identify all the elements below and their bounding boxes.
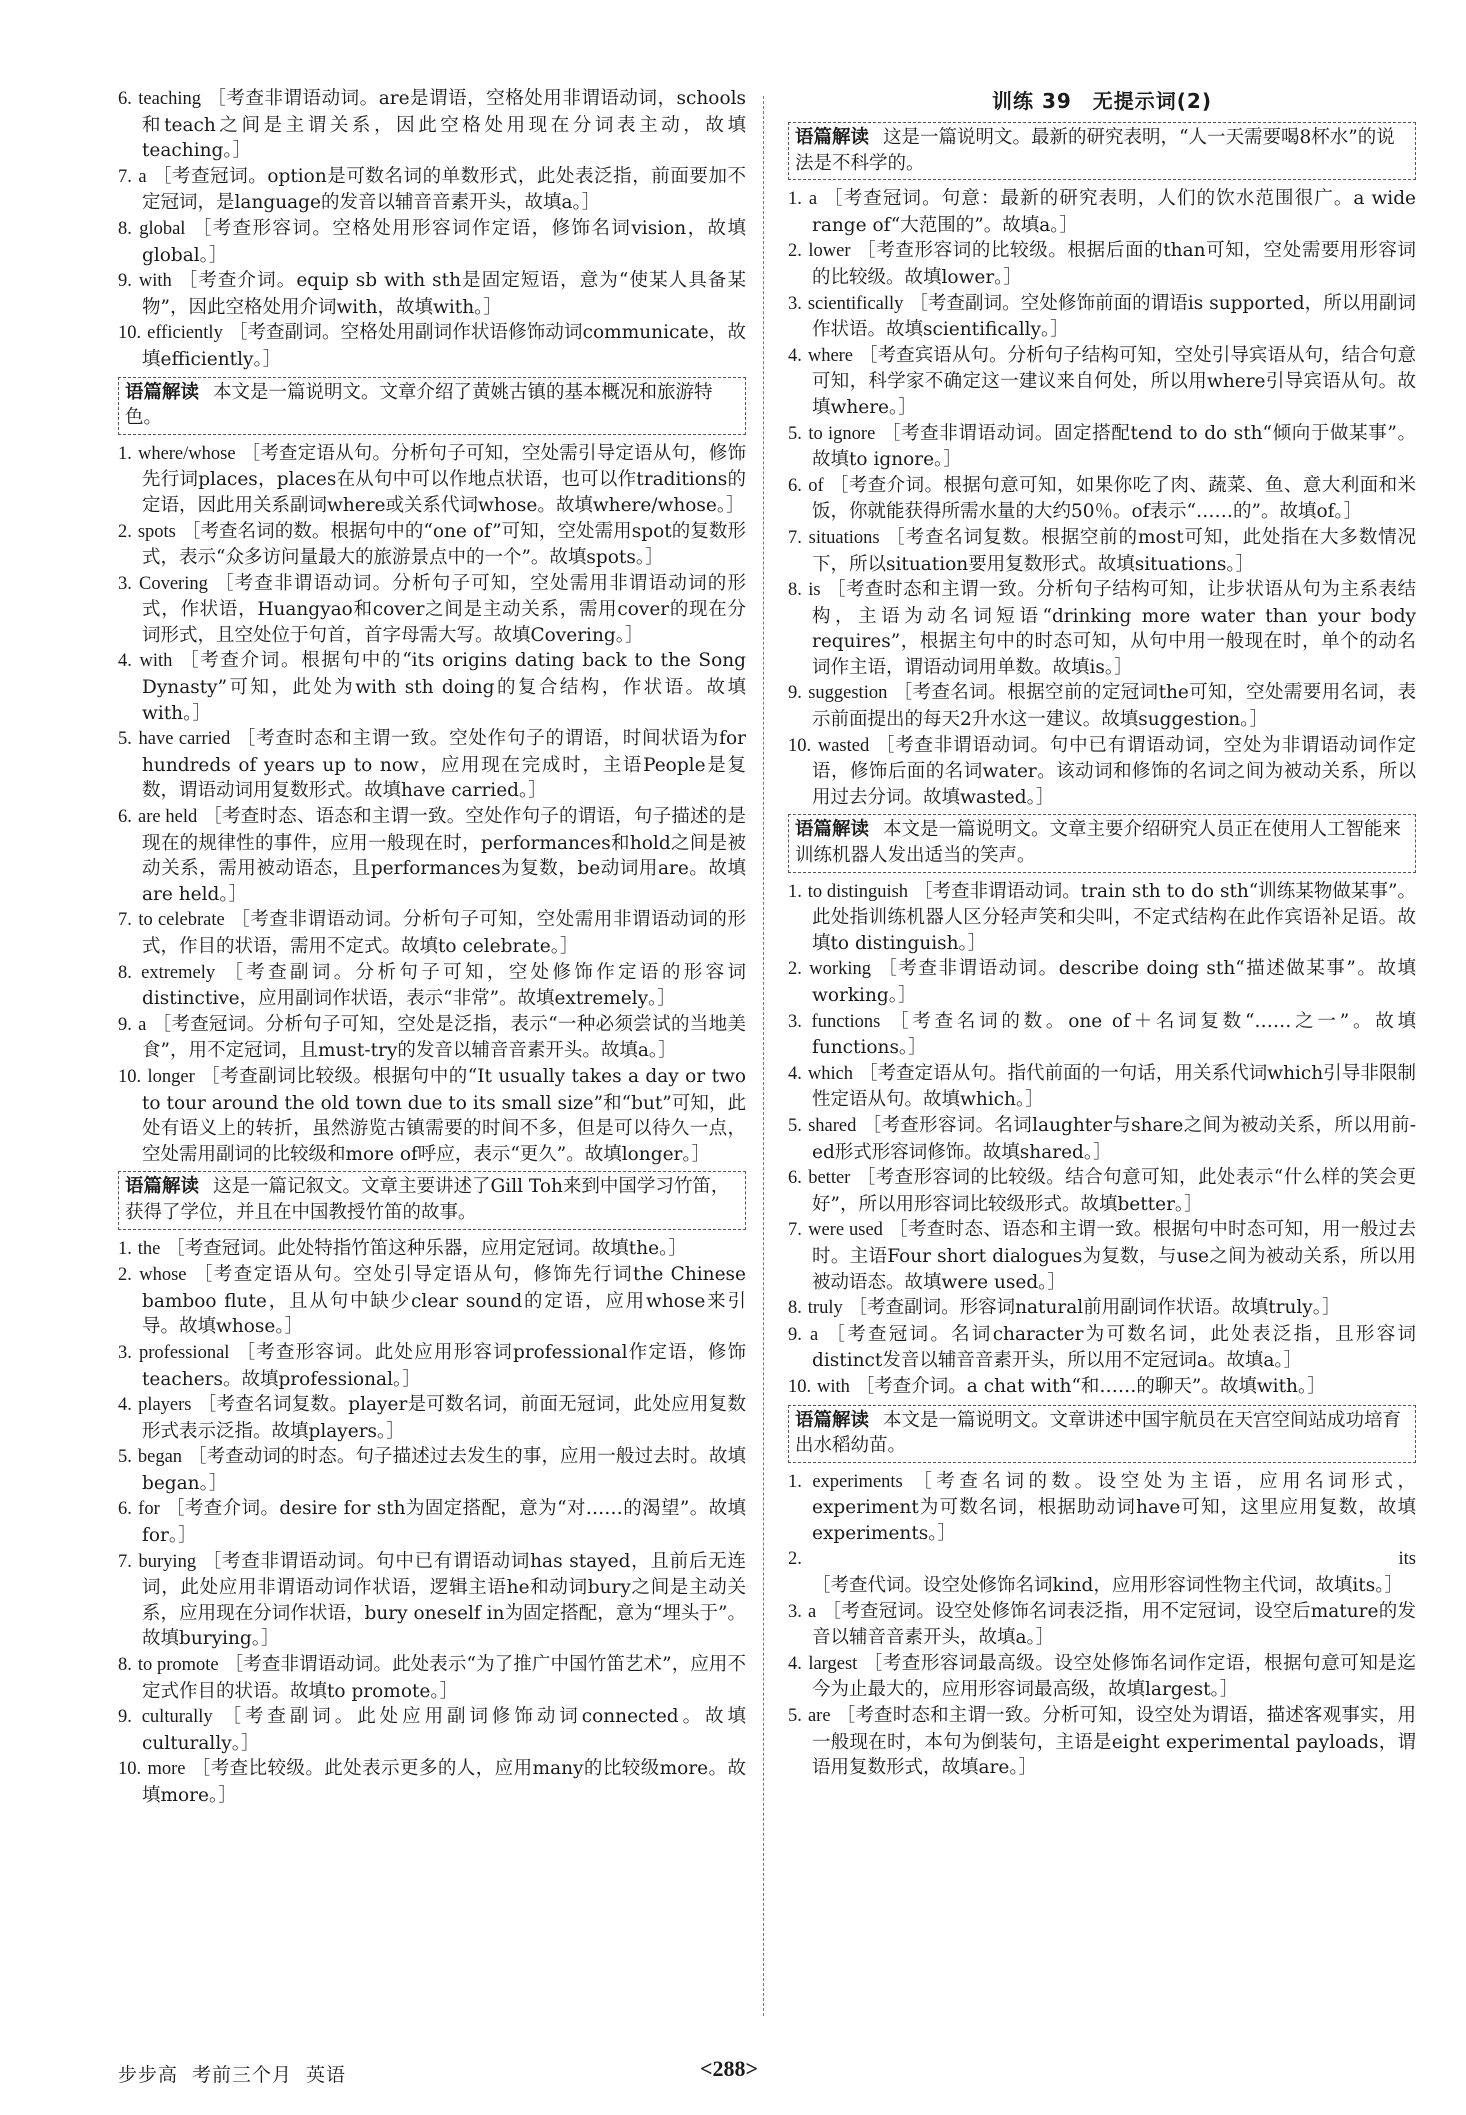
item-explanation: ［考查代词。设空处修饰名词kind，应用形容词性物主代词，故填its。］ bbox=[812, 1575, 1403, 1597]
item-answer: largest bbox=[808, 1653, 858, 1674]
answer-item bbox=[118, 320, 746, 372]
answer-item bbox=[118, 164, 746, 216]
box-text: 本文是一篇说明文。文章讲述中国宇航员在天宫空间站成功培育出水稻幼苗。 bbox=[795, 1409, 1402, 1457]
item-explanation: ［考查副词。分析句子可知，空处修饰作定语的形容词distinctive，应用副词作状语，表示“非常”。故填extremely。］ bbox=[142, 961, 746, 1010]
item-answer: culturally bbox=[141, 1707, 213, 1728]
item-explanation: ［考查副词。形容词natural前用副词作状语。故填truly。］ bbox=[848, 1297, 1341, 1319]
item-number: 2. bbox=[788, 959, 802, 980]
answer-item bbox=[788, 525, 1416, 577]
book-subtitle: 考前三个月 bbox=[192, 2064, 293, 2086]
item-explanation: ［考查介词。根据句中的“its origins dating back to the Song Dynasty”可知，此处为with sth doing的复合结构，作状语。故填with。］ bbox=[142, 650, 746, 724]
answer-item bbox=[118, 1012, 746, 1064]
item-answer: truly bbox=[807, 1298, 843, 1319]
answer-item bbox=[788, 577, 1416, 680]
item-answer: functions bbox=[811, 1011, 881, 1032]
item-explanation: ［考查介词。a chat with“和……的聊天”。故填with。］ bbox=[855, 1375, 1326, 1397]
item-number: 1. bbox=[788, 189, 802, 210]
passage-summary-box bbox=[788, 814, 1416, 872]
passage-summary-box bbox=[118, 1171, 746, 1229]
answer-item bbox=[788, 1469, 1416, 1547]
item-number: 2. bbox=[788, 1549, 802, 1570]
item-number: 9. bbox=[118, 271, 132, 292]
item-answer: for bbox=[138, 1499, 160, 1520]
answer-item bbox=[118, 268, 746, 320]
item-answer: to ignore bbox=[808, 423, 876, 444]
item-number: 4. bbox=[788, 1063, 802, 1084]
item-explanation: ［考查名词的数。设空处为主语，应用名词形式，experiment为可数名词，根据助动词have可知，这里应用复数，故填experiments。］ bbox=[812, 1470, 1416, 1544]
item-answer: Covering bbox=[138, 573, 208, 594]
answer-item bbox=[788, 1217, 1416, 1295]
item-explanation: ［考查冠词。此处特指竹笛这种乐器，应用定冠词。故填the。］ bbox=[166, 1237, 687, 1259]
item-number: 6. bbox=[118, 807, 132, 828]
item-explanation: ［考查形容词。名词laughter与share之间为被动关系，所以用前-ed形式形容词修饰。故填shared。］ bbox=[812, 1114, 1416, 1163]
item-number: 5. bbox=[788, 1115, 802, 1136]
item-number: 7. bbox=[788, 1220, 802, 1241]
passage-summary-box bbox=[788, 1405, 1416, 1463]
item-explanation: ［考查非谓语动词。train sth to do sth“训练某物做某事”。此处指训练机器人区分轻声笑和尖叫，不定式结构在此作宾语补足语。故填to distinguish。］ bbox=[812, 880, 1416, 954]
item-number: 1. bbox=[788, 881, 802, 902]
answer-item bbox=[118, 907, 746, 959]
item-explanation: ［考查非谓语动词。describe doing sth“描述做某事”。故填working。］ bbox=[812, 958, 1416, 1006]
item-number: 3. bbox=[788, 1011, 802, 1032]
answer-item bbox=[118, 804, 746, 907]
answer-item bbox=[118, 1392, 746, 1444]
answer-item bbox=[788, 1165, 1416, 1217]
answer-item bbox=[788, 733, 1416, 811]
item-answer: players bbox=[138, 1395, 192, 1416]
item-explanation: ［考查时态、语态和主谓一致。空处作句子的谓语，句子描述的是现在的规律性的事件，应用一般现在时，performances和hold之间是被动关系，需用被动语态，且performances为复数，be动词用are。故填are held。］ bbox=[142, 806, 746, 905]
answer-item bbox=[788, 291, 1416, 343]
answer-item bbox=[118, 1064, 746, 1167]
right-answers-part-3 bbox=[788, 1469, 1416, 1781]
item-number: 10. bbox=[118, 1759, 142, 1780]
page-number: <288> bbox=[700, 2056, 759, 2081]
subject: 英语 bbox=[306, 2064, 347, 2086]
answer-item bbox=[118, 571, 746, 649]
item-explanation: ［考查名词。根据空前的定冠词the可知，空处需要用名词，表示前面提出的每天2升水这一建议。故填suggestion。］ bbox=[812, 682, 1416, 731]
item-number: 7. bbox=[788, 527, 802, 548]
answer-item bbox=[118, 726, 746, 804]
item-explanation: ［考查形容词。此处应用形容词professional作定语，修饰teachers。故填professional。］ bbox=[142, 1341, 746, 1390]
item-explanation: ［考查冠词。设空处修饰名词表泛指，用不定冠词，设空后mature的发音以辅音音素开头，故填a。］ bbox=[812, 1600, 1416, 1649]
item-answer: lower bbox=[808, 241, 851, 262]
answer-item bbox=[118, 960, 746, 1012]
item-explanation: ［考查定语从句。空处引导定语从句，修饰先行词the Chinese bamboo flute，且从句中缺少clear sound的定语，应用whose来引导。故填whose。］ bbox=[142, 1264, 746, 1338]
item-answer: situations bbox=[808, 527, 880, 548]
item-answer: with bbox=[139, 651, 173, 672]
item-number: 6. bbox=[788, 475, 802, 496]
item-answer: to promote bbox=[137, 1655, 219, 1676]
item-number: 9. bbox=[788, 683, 802, 704]
box-label: 语篇解读 bbox=[795, 127, 870, 148]
item-explanation: ［考查非谓语动词。此处表示“为了推广中国竹笛艺术”，应用不定式作目的状语。故填to promote。］ bbox=[142, 1654, 747, 1702]
answer-item bbox=[788, 1374, 1416, 1401]
answer-item bbox=[788, 1651, 1416, 1703]
item-number: 10. bbox=[788, 1376, 812, 1397]
item-number: 1. bbox=[788, 1471, 802, 1492]
item-explanation: ［考查宾语从句。分析句子结构可知，空处引导宾语从句，结合句意可知，科学家不确定这一建议来自何处，所以用where引导宾语从句。故填where。］ bbox=[812, 344, 1416, 418]
book-name: 步步高 bbox=[118, 2064, 179, 2086]
item-number: 6. bbox=[788, 1168, 802, 1189]
box-label: 语篇解读 bbox=[795, 1409, 870, 1431]
footer-book-info bbox=[118, 2060, 360, 2087]
answer-item bbox=[118, 1756, 746, 1808]
item-explanation: ［考查定语从句。指代前面的一句话，用关系代词which引导非限制性定语从句。故填which。］ bbox=[812, 1062, 1417, 1111]
item-number: 4. bbox=[788, 345, 802, 366]
item-answer: experiments bbox=[812, 1471, 903, 1492]
item-number: 4. bbox=[788, 1653, 802, 1674]
right-answers-part-2 bbox=[788, 879, 1416, 1401]
left-answers-part-2 bbox=[118, 441, 746, 1168]
item-explanation: ［考查非谓语动词。分析句子可知，空处需用非谓语动词的形式，作状语，Huangyao和cover之间是主动关系，需用cover的现在分词形式，且空处位于句首，首字母需大写。故填Covering。］ bbox=[142, 572, 746, 646]
item-number: 9. bbox=[788, 1324, 802, 1345]
item-answer: to distinguish bbox=[807, 881, 909, 902]
right-answers-part-1 bbox=[788, 186, 1416, 810]
item-answer: scientifically bbox=[807, 293, 904, 314]
item-explanation: ［考查形容词的比较级。结合句意可知，此处表示“什么样的笑会更好”，所以用形容词比较级形式。故填better。］ bbox=[812, 1167, 1416, 1215]
item-number: 3. bbox=[118, 1342, 132, 1363]
item-number: 1. bbox=[118, 443, 132, 464]
item-answer: are bbox=[807, 1706, 831, 1727]
left-answers-part-1 bbox=[118, 86, 746, 373]
item-number: 8. bbox=[118, 1655, 132, 1676]
item-answer: a bbox=[138, 1014, 147, 1035]
item-explanation: ［考查冠词。句意：最新的研究表明，人们的饮水范围很广。a wide range of“大范围的”。故填a。］ bbox=[812, 188, 1416, 236]
answer-item bbox=[118, 1704, 746, 1756]
item-answer: to celebrate bbox=[138, 910, 225, 931]
item-answer: extremely bbox=[141, 962, 216, 983]
item-number: 7. bbox=[118, 166, 132, 187]
item-explanation: ［考查冠词。名词character为可数名词，此处表泛指，且形容词distinct发音以辅音音素开头，所以用不定冠词a。故填a。］ bbox=[812, 1323, 1416, 1372]
answer-item bbox=[788, 1061, 1416, 1113]
item-number: 8. bbox=[118, 218, 132, 239]
item-number: 2. bbox=[118, 521, 132, 542]
answer-item bbox=[118, 86, 746, 164]
item-answer: were used bbox=[808, 1220, 883, 1241]
item-answer: burying bbox=[138, 1551, 197, 1572]
item-answer: which bbox=[807, 1063, 854, 1084]
item-answer: longer bbox=[147, 1066, 195, 1087]
item-explanation: ［考查名词复数。player是可数名词，前面无冠词，此处应用复数形式表示泛指。故填players。］ bbox=[142, 1394, 746, 1442]
item-answer: better bbox=[808, 1168, 851, 1189]
item-explanation: ［考查形容词最高级。设空处修饰名词作定语，根据句意可知是迄今为止最大的，应用形容词最高级，故填largest。］ bbox=[812, 1652, 1416, 1701]
item-explanation: ［考查副词。空格处用副词作状语修饰动词communicate，故填efficiently。］ bbox=[142, 322, 747, 370]
box-text: 本文是一篇说明文。文章介绍了黄姚古镇的基本概况和旅游特色。 bbox=[125, 381, 713, 429]
item-explanation: ［考查非谓语动词。固定搭配tend to do sth“倾向于做某事”。故填to ignore。］ bbox=[812, 422, 1416, 471]
answer-item bbox=[788, 1546, 1416, 1598]
item-number: 4. bbox=[118, 651, 132, 672]
item-answer: efficiently bbox=[147, 323, 223, 344]
item-explanation: ［考查副词。此处应用副词修饰动词connected。故填culturally。］ bbox=[142, 1706, 746, 1754]
box-label: 语篇解读 bbox=[125, 381, 200, 403]
item-explanation: ［考查名词的数。根据句中的“one of”可知，空处需用spot的复数形式，表示“众多访问量最大的旅游景点中的一个”。故填spots。］ bbox=[142, 520, 746, 569]
item-explanation: ［考查副词。空处修饰前面的谓语is supported，所以用副词作状语。故填scientifically。］ bbox=[812, 292, 1416, 341]
passage-summary-box bbox=[788, 122, 1416, 180]
answer-item bbox=[788, 421, 1416, 473]
section-title: 训练 39 无提示词(2) bbox=[992, 89, 1212, 113]
item-explanation: ［考查非谓语动词。句中已有谓语动词，空处为非谓语动词作定语，修饰后面的名词water。该动词和修饰的名词之间为被动关系，所以用过去分词。故填wasted。］ bbox=[812, 734, 1416, 808]
item-answer: teaching bbox=[138, 89, 201, 109]
answer-item bbox=[118, 1652, 746, 1704]
answer-item bbox=[118, 1549, 746, 1652]
item-explanation: ［考查副词比较级。根据句中的“It usually takes a day or two to tour around the old town due to its small size”和“but”可知，此处有语义上的转折，虽然游览古镇需要的时间不多，但是可以待久一点，空处需用副词的比较级和more of呼应，表示“更久”。故填longer。］ bbox=[142, 1065, 746, 1165]
item-answer: with bbox=[817, 1376, 850, 1397]
item-explanation: ［考查时态和主谓一致。分析可知，设空处为谓语，描述客观事实，用一般现在时，本句为倒装句，主语是eight experimental payloads，谓语用复数形式，故填are。］ bbox=[812, 1705, 1416, 1779]
item-number: 5. bbox=[788, 1706, 802, 1727]
answer-item bbox=[788, 1295, 1416, 1322]
item-number: 2. bbox=[118, 1265, 132, 1286]
item-number: 10. bbox=[118, 1066, 142, 1087]
answer-item bbox=[788, 473, 1416, 525]
item-answer: its bbox=[1398, 1549, 1416, 1570]
answer-item bbox=[788, 186, 1416, 238]
answer-item bbox=[118, 441, 746, 519]
answer-item bbox=[788, 1599, 1416, 1651]
item-answer: a bbox=[138, 166, 147, 187]
item-number: 5. bbox=[118, 1447, 132, 1468]
item-number: 10. bbox=[118, 323, 142, 344]
item-explanation: ［考查冠词。option是可数名词的单数形式，此处表泛指，前面要加不定冠词，是language的发音以辅音音素开头，故填a。］ bbox=[142, 165, 747, 214]
item-answer: wasted bbox=[817, 735, 870, 756]
answer-item bbox=[788, 956, 1416, 1008]
item-answer: a bbox=[808, 189, 818, 210]
item-answer: have carried bbox=[138, 729, 231, 750]
item-number: 10. bbox=[788, 735, 812, 756]
right-column bbox=[788, 86, 1416, 1781]
answer-item bbox=[788, 1113, 1416, 1165]
answer-item bbox=[118, 1496, 746, 1548]
item-number: 3. bbox=[788, 293, 802, 314]
item-number: 6. bbox=[118, 1499, 132, 1520]
item-number: 8. bbox=[788, 580, 802, 601]
item-answer: suggestion bbox=[808, 683, 888, 704]
box-text: 本文是一篇说明文。文章主要介绍研究人员正在使用人工智能来训练机器人发出适当的笑声。 bbox=[795, 819, 1402, 867]
answer-item bbox=[118, 519, 746, 571]
box-label: 语篇解读 bbox=[125, 1176, 200, 1198]
box-text: 这是一篇记叙文。文章主要讲述了Gill Toh来到中国学习竹笛，获得了学位，并且在中国教授竹笛的故事。 bbox=[125, 1176, 730, 1223]
item-explanation: ［考查介词。desire for sth为固定搭配，意为“对……的渴望”。故填for。］ bbox=[142, 1498, 747, 1547]
item-answer: more bbox=[147, 1759, 186, 1780]
answer-item bbox=[788, 1703, 1416, 1781]
item-number: 3. bbox=[118, 573, 132, 594]
answer-item bbox=[118, 648, 746, 726]
item-explanation: ［考查名词复数。根据空前的most可知，此处指在大多数情况下，所以situation要用复数形式。故填situations。］ bbox=[812, 526, 1416, 575]
item-explanation: ［考查冠词。分析句子可知，空处是泛指，表示“一种必须尝试的当地美食”，用不定冠词，且must-try的发音以辅音音素开头。故填a。］ bbox=[142, 1013, 746, 1062]
item-explanation: ［考查介词。根据句意可知，如果你吃了肉、蔬菜、鱼、意大利面和米饭，你就能获得所需水量的大约50％。of表示“……的”。故填of。］ bbox=[812, 474, 1416, 523]
item-explanation: ［考查定语从句。分析句子可知，空处需引导定语从句，修饰先行词places，places在从句中可以作地点状语，也可以作traditions的定语，因此用关系副词where或关系代词whose。故填where/whose。］ bbox=[142, 442, 746, 516]
item-explanation: ［考查时态和主谓一致。空处作句子的谓语，时间状语为for hundreds of years up to now，应用现在完成时，主语People是复数，谓语动词用复数形式。故填have carried。］ bbox=[142, 728, 746, 802]
item-explanation: ［考查形容词的比较级。根据后面的than可知，空处需要用形容词的比较级。故填lower。］ bbox=[812, 240, 1417, 288]
item-answer: whose bbox=[139, 1265, 187, 1286]
passage-summary-box bbox=[118, 377, 746, 435]
item-explanation: ［考查非谓语动词。are是谓语，空格处用非谓语动词，schools和teach之间是主谓关系，因此空格处用现在分词表主动，故填teaching。］ bbox=[142, 88, 746, 162]
item-number: 8. bbox=[788, 1298, 802, 1319]
item-answer: a bbox=[810, 1324, 819, 1345]
item-number: 7. bbox=[118, 1551, 132, 1572]
answer-item bbox=[118, 216, 746, 268]
item-explanation: ［考查动词的时态。句子描述过去发生的事，应用一般过去时。故填began。］ bbox=[142, 1446, 746, 1494]
answer-item bbox=[788, 238, 1416, 290]
left-column bbox=[118, 86, 746, 1809]
item-answer: where/whose bbox=[137, 443, 236, 464]
item-answer: are held bbox=[137, 807, 198, 828]
item-explanation: ［考查比较级。此处表示更多的人，应用many的比较级more。故填more。］ bbox=[142, 1758, 746, 1806]
item-explanation: ［考查时态和主谓一致。分析句子结构可知，让步状语从句为主系表结构，主语为动名词短语“drinking more water than your body requires”，根据主句中的时态可知，从句中用一般现在时，单个的动名词作主语，谓语动词用单数。故填is。］ bbox=[812, 579, 1416, 678]
box-text: 这是一篇说明文。最新的研究表明，“人一天需要喝8杯水”的说法是不科学的。 bbox=[795, 127, 1395, 174]
item-answer: a bbox=[808, 1601, 817, 1622]
answer-item bbox=[788, 879, 1416, 957]
item-answer: the bbox=[137, 1238, 161, 1259]
item-answer: of bbox=[808, 475, 824, 496]
item-explanation: ［考查时态、语态和主谓一致。根据句中时态可知，用一般过去时。主语Four short dialogues为复数，与use之间为被动关系，所以用被动语态。故填were used。］ bbox=[812, 1219, 1416, 1293]
answer-item bbox=[788, 1009, 1416, 1061]
item-answer: professional bbox=[139, 1342, 230, 1363]
item-number: 8. bbox=[118, 962, 132, 983]
answer-item bbox=[118, 1236, 746, 1263]
answer-item bbox=[118, 1444, 746, 1496]
item-answer: spots bbox=[137, 521, 176, 542]
item-number: 9. bbox=[118, 1014, 132, 1035]
answer-item bbox=[118, 1262, 746, 1340]
item-explanation: ［考查形容词。空格处用形容词作定语，修饰名词vision，故填global。］ bbox=[142, 217, 746, 266]
left-answers-part-3 bbox=[118, 1236, 746, 1809]
item-number: 9. bbox=[118, 1707, 132, 1728]
answer-item bbox=[788, 343, 1416, 421]
item-answer: working bbox=[809, 959, 871, 980]
item-number: 5. bbox=[118, 729, 132, 750]
item-number: 4. bbox=[118, 1395, 132, 1416]
column-divider bbox=[763, 96, 764, 2016]
item-answer: with bbox=[138, 271, 172, 292]
item-number: 6. bbox=[118, 89, 132, 109]
item-number: 7. bbox=[118, 910, 132, 931]
item-explanation: ［考查名词的数。one of＋名词复数“……之一”。故填functions。］ bbox=[812, 1010, 1416, 1059]
box-label: 语篇解读 bbox=[795, 819, 870, 841]
answer-item bbox=[118, 1340, 746, 1392]
item-number: 5. bbox=[788, 423, 802, 444]
answer-item bbox=[788, 680, 1416, 732]
answer-item bbox=[788, 1322, 1416, 1374]
item-answer: began bbox=[137, 1447, 183, 1468]
item-answer: global bbox=[139, 218, 186, 239]
item-answer: is bbox=[808, 580, 821, 601]
item-explanation: ［考查介词。equip sb with sth是固定短语，意为“使某人具备某物”，因此空格处用介词with，故填with。］ bbox=[142, 270, 746, 318]
item-explanation: ［考查非谓语动词。句中已有谓语动词has stayed，且前后无连词，此处应用非谓语动词作状语，逻辑主语he和动词bury之间是主动关系，应用现在分词作状语，bury oneself in为固定搭配，意为“埋头于”。故填burying。］ bbox=[142, 1550, 746, 1650]
item-answer: where bbox=[807, 345, 854, 366]
item-number: 3. bbox=[788, 1601, 802, 1622]
item-number: 2. bbox=[788, 241, 802, 262]
item-number: 1. bbox=[118, 1238, 132, 1259]
item-explanation: ［考查非谓语动词。分析句子可知，空处需用非谓语动词的形式，作目的状语，需用不定式。故填to celebrate。］ bbox=[142, 909, 747, 957]
item-answer: shared bbox=[808, 1115, 857, 1136]
